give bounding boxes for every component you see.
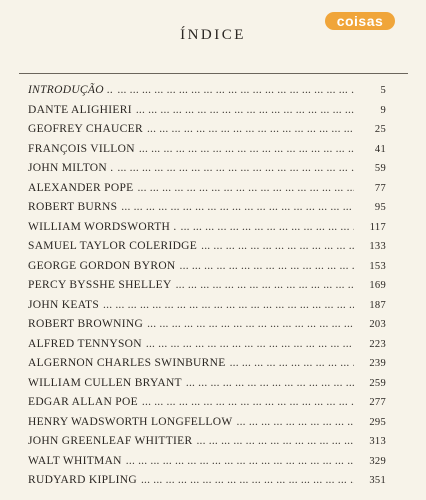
toc-entry [28,104,386,124]
entry-title: DANTE ALIGHIERI [28,103,132,116]
entry-page: 223 [369,338,386,350]
entry-page: 351 [369,475,386,486]
toc-entry [28,455,386,475]
dot-leader [132,104,354,116]
entry-title: ROBERT BURNS [28,201,118,213]
entry-title: JOHN KEATS [28,298,100,311]
entry-title: ROBERT BROWNING [28,318,144,330]
toc-entry [28,143,386,163]
divider [19,73,408,74]
entry-title: WALT WHITMAN [28,454,122,467]
toc-entry [28,221,386,241]
toc-entry [28,474,386,494]
entry-page: 313 [369,436,386,447]
entry-title: INTRODUÇÃO .. [28,84,114,96]
dot-leader [197,240,354,252]
entry-page: 41 [374,143,386,155]
dot-leader [143,123,354,135]
entry-page: 117 [369,221,386,233]
entry-page: 239 [369,358,386,369]
entry-title: WILLIAM WORDSWORTH . [28,220,177,233]
entry-page: 9 [380,104,386,116]
dot-leader [177,221,354,233]
entry-title: WILLIAM CULLEN BRYANT [28,376,182,389]
toc-entry [28,435,386,455]
entry-title: JOHN GREENLEAF WHITTIER [28,435,193,447]
entry-page: 259 [369,377,386,389]
toc-entry [28,84,386,104]
entry-title: ALFRED TENNYSON [28,337,142,350]
page-title: ÍNDICE [180,27,246,43]
entry-page: 59 [374,163,386,174]
toc-entry [28,318,386,338]
watermark-logo: coisas [325,12,395,30]
dot-leader [133,182,354,194]
entry-page: 169 [369,280,386,291]
dot-leader [143,318,354,330]
dot-leader [122,455,354,467]
entry-page: 153 [369,260,386,272]
entry-page: 295 [369,416,386,428]
dot-leader [113,84,354,96]
dot-leader [117,201,354,213]
toc-entry [28,201,386,221]
entry-title: EDGAR ALLAN POE [28,396,138,408]
toc-entry [28,416,386,436]
entry-title: ALGERNON CHARLES SWINBURNE [28,357,226,369]
dot-leader [176,260,354,272]
dot-leader [137,474,354,486]
entry-page: 77 [374,182,386,194]
entry-title: GEOFREY CHAUCER [28,123,143,135]
dot-leader [233,416,354,428]
toc-entry [28,240,386,260]
entry-page: 95 [374,202,386,213]
toc-entry [28,162,386,182]
toc-entry [28,299,386,319]
dot-leader [182,377,354,389]
toc-entry [28,260,386,280]
toc-entry [28,377,386,397]
toc-entry [28,182,386,202]
entry-title: SAMUEL TAYLOR COLERIDGE [28,240,198,252]
dot-leader [99,299,354,311]
dot-leader [226,357,354,369]
entry-title: HENRY WADSWORTH LONGFELLOW [28,415,233,428]
table-of-contents [28,84,386,494]
entry-page: 203 [369,319,386,330]
entry-page: 329 [369,455,386,467]
dot-leader [135,143,354,155]
entry-title: GEORGE GORDON BYRON [28,259,176,272]
entry-page: 187 [369,299,386,311]
dot-leader [138,396,354,408]
entry-title: PERCY BYSSHE SHELLEY [28,279,172,291]
dot-leader [142,338,354,350]
toc-entry [28,357,386,377]
toc-entry [28,279,386,299]
toc-entry [28,123,386,143]
entry-title: FRANÇOIS VILLON [28,142,135,155]
toc-entry [28,396,386,416]
toc-entry [28,338,386,358]
entry-page: 277 [369,397,386,408]
dot-leader [113,162,354,174]
entry-page: 25 [374,124,386,135]
entry-page: 5 [380,85,386,96]
entry-title: ALEXANDER POPE [28,181,134,194]
dot-leader [192,435,354,447]
entry-title: RUDYARD KIPLING [28,474,137,486]
entry-title: JOHN MILTON . [28,162,114,174]
dot-leader [172,279,354,291]
entry-page: 133 [369,241,386,252]
